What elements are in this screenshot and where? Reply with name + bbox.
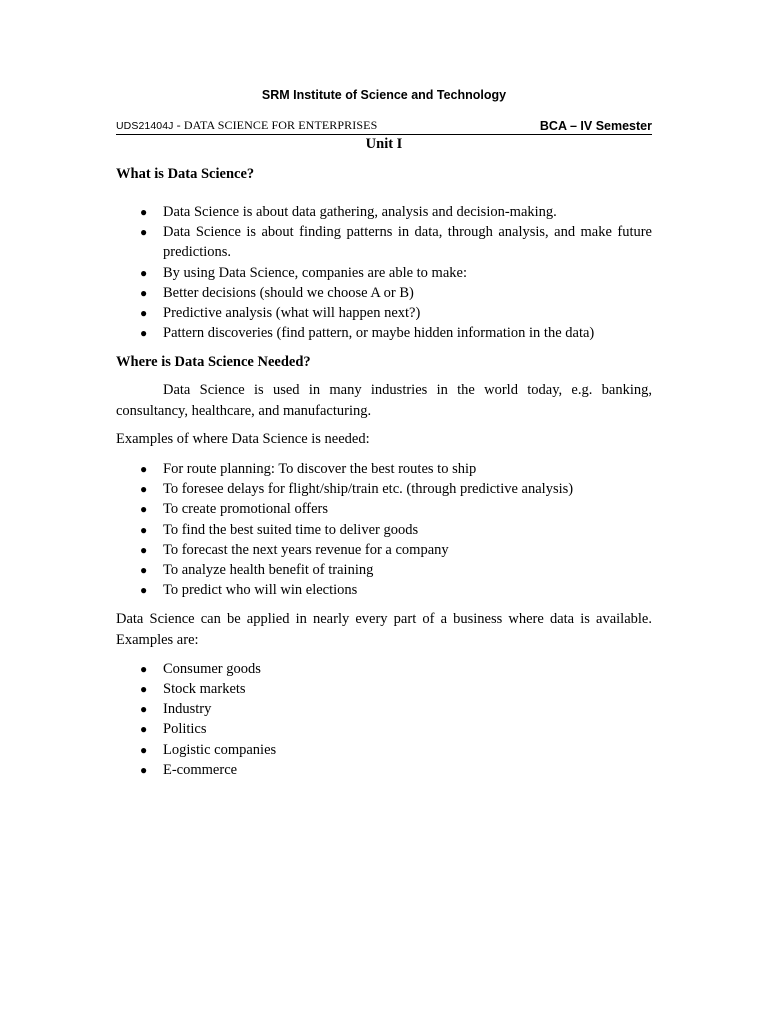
list-item: ● Stock markets bbox=[116, 679, 652, 699]
institute-name: SRM Institute of Science and Technology bbox=[261, 88, 507, 102]
applied-bullet-list bbox=[116, 659, 652, 780]
list-item: ● Logistic companies bbox=[116, 740, 652, 760]
bullet-icon: ● bbox=[140, 482, 148, 497]
bullet-icon: ● bbox=[140, 661, 148, 676]
bullet-icon: ● bbox=[140, 762, 148, 777]
bullet-icon: ● bbox=[140, 722, 148, 737]
list-item: ● To analyze health benefit of training bbox=[116, 560, 652, 580]
list-item: ● For route planning: To discover the best routes to ship bbox=[116, 459, 652, 479]
section-heading-where: Where is Data Science Needed? bbox=[116, 354, 311, 371]
course-code: UDS21404J bbox=[116, 120, 174, 132]
bullet-icon: ● bbox=[140, 462, 148, 477]
bullet-icon: ● bbox=[140, 522, 148, 537]
course-header bbox=[116, 118, 652, 135]
where-bullet-list bbox=[116, 459, 652, 600]
bullet-icon: ● bbox=[140, 326, 148, 341]
list-item: ● To foresee delays for flight/ship/train etc. (through predictive analysis) bbox=[116, 479, 652, 499]
course-title bbox=[116, 118, 377, 133]
bullet-icon: ● bbox=[140, 502, 148, 517]
list-item: ● Pattern discoveries (find pattern, or maybe hidden information in the data) bbox=[116, 323, 652, 343]
list-item: ● To forecast the next years revenue for a company bbox=[116, 540, 652, 560]
applied-paragraph: Data Science can be applied in nearly every part of a business where data is available. Examples are: bbox=[116, 611, 652, 648]
bullet-icon: ● bbox=[140, 702, 148, 717]
list-item: ● E-commerce bbox=[116, 760, 652, 780]
what-bullet-list bbox=[116, 202, 652, 343]
bullet-icon: ● bbox=[140, 563, 148, 578]
list-item: ● Industry bbox=[116, 699, 652, 719]
bullet-icon: ● bbox=[140, 542, 148, 557]
course-name: - DATA SCIENCE FOR ENTERPRISES bbox=[173, 118, 378, 132]
bullet-icon: ● bbox=[140, 306, 148, 321]
bullet-icon: ● bbox=[140, 742, 148, 757]
bullet-icon: ● bbox=[140, 682, 148, 697]
list-item: ● Data Science is about finding patterns in data, through analysis, and make future predictions. bbox=[140, 224, 652, 261]
list-item: ● By using Data Science, companies are able to make: bbox=[116, 263, 652, 283]
unit-title: Unit I bbox=[365, 136, 403, 152]
list-item: ● Predictive analysis (what will happen next?) bbox=[116, 303, 652, 323]
semester-label: BCA – IV Semester bbox=[539, 119, 652, 133]
bullet-icon: ● bbox=[140, 285, 148, 300]
section-heading-what: What is Data Science? bbox=[116, 166, 255, 182]
list-item: ● To predict who will win elections bbox=[116, 580, 652, 600]
examples-intro: Examples of where Data Science is needed: bbox=[116, 430, 370, 447]
list-item: ● To create promotional offers bbox=[116, 499, 652, 519]
bullet-icon: ● bbox=[140, 225, 148, 240]
list-item: ● To find the best suited time to deliver goods bbox=[116, 520, 652, 540]
where-intro-paragraph: Data Science is used in many industries in the world today, e.g. banking, consultancy, healthcare, and manufacturing. bbox=[116, 382, 652, 419]
document-body bbox=[116, 164, 652, 780]
bullet-icon: ● bbox=[140, 205, 148, 219]
bullet-icon: ● bbox=[140, 265, 148, 280]
list-item: ● Consumer goods bbox=[116, 659, 652, 679]
bullet-icon: ● bbox=[140, 583, 148, 598]
list-item: ● Politics bbox=[116, 719, 652, 739]
list-item: ● Data Science is about data gathering, analysis and decision-making. bbox=[116, 202, 652, 222]
list-item: ● Better decisions (should we choose A or B) bbox=[116, 283, 652, 303]
